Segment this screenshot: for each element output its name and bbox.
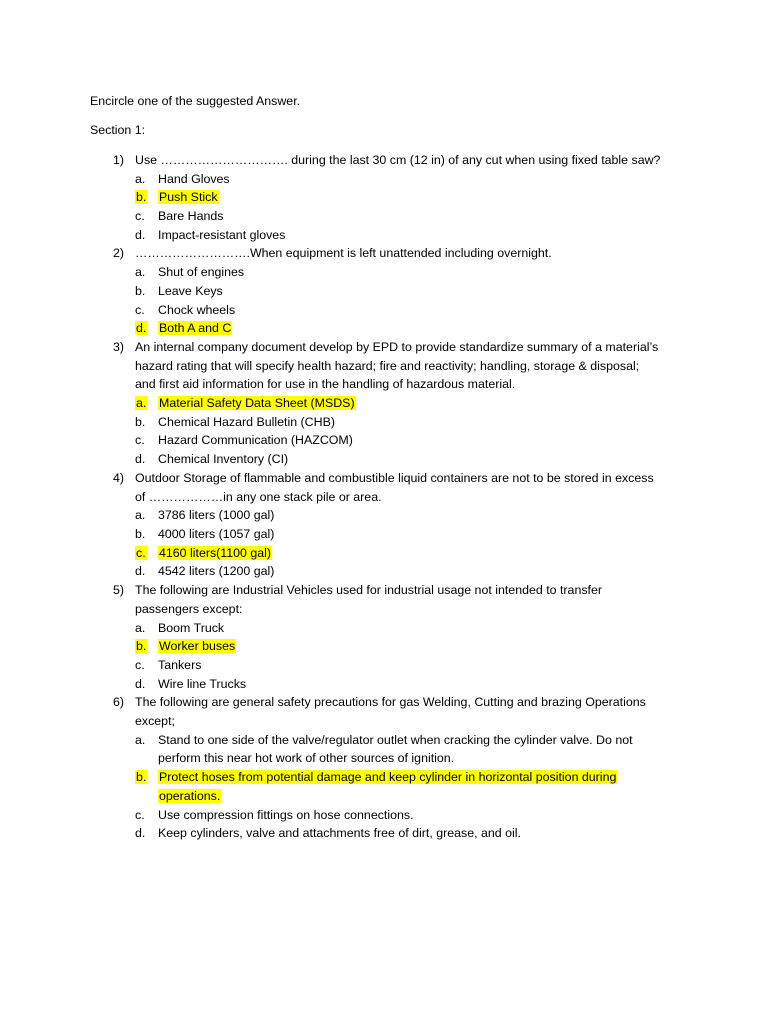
answer-option bbox=[158, 227, 285, 243]
option-letter bbox=[135, 189, 147, 205]
option-letter bbox=[135, 545, 147, 561]
option-letter-text: d. bbox=[136, 321, 147, 335]
answer-option bbox=[158, 432, 353, 448]
option-letter-text: d. bbox=[135, 228, 146, 242]
answer-option-text: Chemical Hazard Bulletin (CHB) bbox=[158, 415, 335, 429]
answer-option-text: Wire line Trucks bbox=[158, 677, 247, 691]
question-text-text: Use …………………………. during the last 30 cm (12 in) of any cut when using fixed table saw? bbox=[135, 153, 661, 167]
answer-option-highlighted-text: Both A and C bbox=[159, 321, 232, 335]
answer-option-highlighted bbox=[158, 320, 232, 336]
question-text-text: The following are general safety precautions for gas Welding, Cutting and brazing Operations bbox=[135, 695, 646, 709]
question-number bbox=[113, 245, 124, 261]
answer-option bbox=[158, 563, 274, 579]
question-text-text: of ………………in any one stack pile or area. bbox=[135, 490, 382, 504]
question-number bbox=[113, 152, 124, 168]
question-text bbox=[135, 582, 602, 598]
option-letter bbox=[135, 676, 145, 692]
answer-option-text: Bare Hands bbox=[158, 209, 224, 223]
answer-option bbox=[158, 732, 633, 748]
option-letter bbox=[135, 414, 145, 430]
question-text bbox=[135, 339, 658, 355]
option-letter-text: b. bbox=[136, 770, 147, 784]
answer-option-text: perform this near hot work of other sources of ignition. bbox=[158, 751, 455, 765]
answer-option-text: Use compression fittings on hose connections. bbox=[158, 808, 414, 822]
answer-option bbox=[158, 807, 414, 823]
question-text bbox=[135, 601, 242, 617]
option-letter bbox=[135, 283, 145, 299]
option-letter bbox=[135, 171, 145, 187]
answer-option bbox=[158, 750, 454, 766]
answer-option bbox=[158, 302, 235, 318]
question-number-text: 6) bbox=[113, 695, 125, 709]
question-text bbox=[135, 694, 646, 710]
answer-option-text: Tankers bbox=[158, 658, 202, 672]
answer-option bbox=[158, 171, 230, 187]
answer-option-text: Chock wheels bbox=[158, 303, 236, 317]
option-letter-text: a. bbox=[135, 265, 146, 279]
option-letter bbox=[135, 432, 145, 448]
answer-option bbox=[158, 825, 521, 841]
answer-option-highlighted bbox=[158, 545, 272, 561]
question-number-text: 1) bbox=[113, 153, 125, 167]
answer-option bbox=[158, 208, 223, 224]
answer-option-highlighted-text: Material Safety Data Sheet (MSDS) bbox=[159, 396, 355, 410]
question-number bbox=[113, 582, 124, 598]
option-letter-text: d. bbox=[135, 677, 146, 691]
question-number bbox=[113, 339, 124, 355]
question-text-text: hazard rating that will specify health hazard; fire and reactivity; handling, storage & disposal; bbox=[135, 359, 640, 373]
question-text bbox=[135, 376, 515, 392]
answer-option bbox=[158, 526, 274, 542]
answer-option-text: 3786 liters (1000 gal) bbox=[158, 508, 275, 522]
question-text-text: except; bbox=[135, 714, 175, 728]
answer-option-highlighted-text: Protect hoses from potential damage and keep cylinder in horizontal position during bbox=[159, 770, 617, 784]
question-number-text: 5) bbox=[113, 583, 125, 597]
question-text bbox=[135, 713, 175, 729]
question-text-text: and first aid information for use in the handling of hazardous material. bbox=[135, 377, 516, 391]
section-title: Section 1: bbox=[90, 123, 146, 137]
option-letter bbox=[135, 395, 147, 411]
option-letter-text: c. bbox=[135, 303, 145, 317]
option-letter bbox=[135, 657, 145, 673]
option-letter bbox=[135, 320, 147, 336]
option-letter-text: b. bbox=[135, 527, 146, 541]
option-letter-text: d. bbox=[135, 564, 146, 578]
question-text bbox=[135, 358, 639, 374]
answer-option-text: Shut of engines bbox=[158, 265, 245, 279]
option-letter-text: a. bbox=[136, 396, 147, 410]
question-number-text: 4) bbox=[113, 471, 125, 485]
option-letter-text: d. bbox=[135, 452, 146, 466]
answer-option-text: Chemical Inventory (CI) bbox=[158, 452, 289, 466]
option-letter bbox=[135, 451, 145, 467]
answer-option-highlighted-text: Worker buses bbox=[159, 639, 236, 653]
question-text bbox=[135, 245, 552, 261]
option-letter bbox=[135, 638, 147, 654]
option-letter bbox=[135, 302, 145, 318]
answer-option bbox=[158, 264, 244, 280]
question-text-text: passengers except: bbox=[135, 602, 243, 616]
option-letter-text: a. bbox=[135, 508, 146, 522]
answer-option bbox=[158, 657, 201, 673]
answer-option-text: Leave Keys bbox=[158, 284, 223, 298]
answer-option-highlighted-text: 4160 liters(1100 gal) bbox=[159, 546, 272, 560]
answer-option-text: Hand Gloves bbox=[158, 172, 230, 186]
answer-option-highlighted bbox=[158, 189, 219, 205]
option-letter-text: a. bbox=[135, 733, 146, 747]
option-letter bbox=[135, 507, 145, 523]
question-text-text: An internal company document develop by EPD to provide standardize summary of a material’s bbox=[135, 340, 659, 354]
question-text-text: ……………………….When equipment is left unattended including overnight. bbox=[135, 246, 552, 260]
question-text bbox=[135, 470, 654, 486]
question-text-text: Outdoor Storage of flammable and combustible liquid containers are not to be stored in excess bbox=[135, 471, 654, 485]
option-letter bbox=[135, 227, 145, 243]
option-letter bbox=[135, 563, 145, 579]
option-letter-text: c. bbox=[135, 209, 145, 223]
option-letter-text: b. bbox=[135, 284, 146, 298]
answer-option bbox=[158, 620, 224, 636]
answer-option-text: Stand to one side of the valve/regulator outlet when cracking the cylinder valve. Do not bbox=[158, 733, 633, 747]
answer-option-highlighted-text: operations. bbox=[159, 789, 221, 803]
option-letter-text: a. bbox=[135, 172, 146, 186]
option-letter bbox=[135, 208, 145, 224]
answer-option-highlighted-text: Push Stick bbox=[159, 190, 218, 204]
option-letter bbox=[135, 732, 145, 748]
answer-option-text: 4542 liters (1200 gal) bbox=[158, 564, 275, 578]
question-number bbox=[113, 694, 124, 710]
option-letter-text: c. bbox=[136, 546, 146, 560]
answer-option-highlighted bbox=[158, 638, 236, 654]
answer-option bbox=[158, 451, 288, 467]
answer-option-text: Impact-resistant gloves bbox=[158, 228, 286, 242]
answer-option-text: Keep cylinders, valve and attachments free of dirt, grease, and oil. bbox=[158, 826, 521, 840]
question-text bbox=[135, 489, 382, 505]
option-letter bbox=[135, 526, 145, 542]
question-number bbox=[113, 470, 124, 486]
answer-option bbox=[158, 507, 274, 523]
answer-option-text: Boom Truck bbox=[158, 621, 225, 635]
option-letter-text: b. bbox=[136, 190, 147, 204]
answer-option bbox=[158, 283, 223, 299]
answer-option-highlighted bbox=[158, 395, 356, 411]
question-number-text: 2) bbox=[113, 246, 125, 260]
option-letter-text: b. bbox=[136, 639, 147, 653]
question-number-text: 3) bbox=[113, 340, 125, 354]
answer-option-text: 4000 liters (1057 gal) bbox=[158, 527, 275, 541]
instruction-text: Encircle one of the suggested Answer. bbox=[90, 94, 301, 108]
option-letter bbox=[135, 769, 147, 785]
answer-option-text: Hazard Communication (HAZCOM) bbox=[158, 433, 353, 447]
answer-option-highlighted bbox=[158, 769, 617, 785]
option-letter bbox=[135, 825, 145, 841]
answer-option bbox=[158, 414, 335, 430]
option-letter-text: c. bbox=[135, 808, 145, 822]
option-letter-text: d. bbox=[135, 826, 146, 840]
option-letter bbox=[135, 264, 145, 280]
question-text bbox=[135, 152, 660, 168]
option-letter bbox=[135, 620, 145, 636]
option-letter bbox=[135, 807, 145, 823]
answer-option-highlighted bbox=[158, 788, 221, 804]
option-letter-text: b. bbox=[135, 415, 146, 429]
option-letter-text: c. bbox=[135, 658, 145, 672]
question-text-text: The following are Industrial Vehicles used for industrial usage not intended to transfer bbox=[135, 583, 602, 597]
option-letter-text: c. bbox=[135, 433, 145, 447]
option-letter-text: a. bbox=[135, 621, 146, 635]
answer-option bbox=[158, 676, 246, 692]
